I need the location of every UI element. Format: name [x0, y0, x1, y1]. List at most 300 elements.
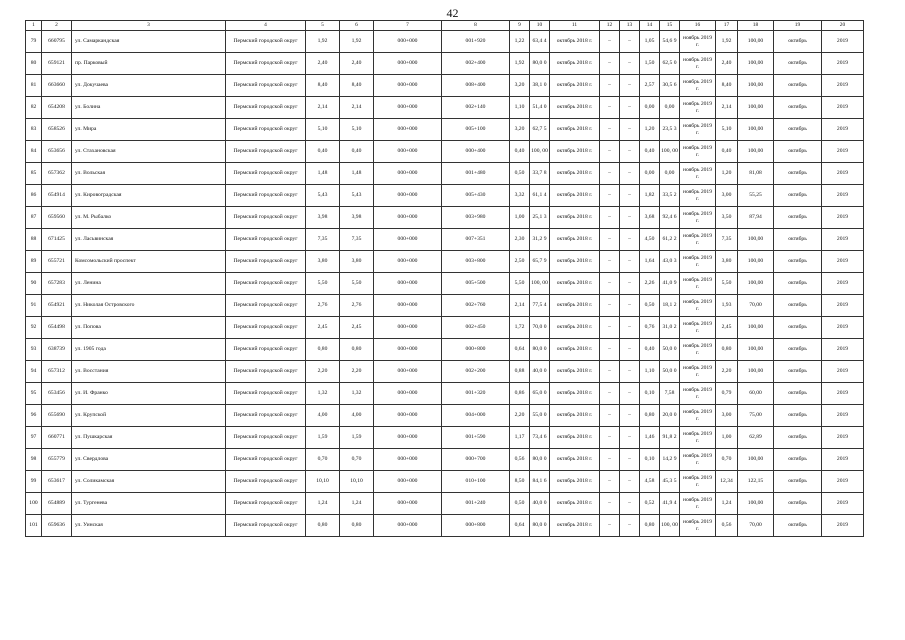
- column-number-header: 12: [600, 21, 620, 31]
- table-cell: 2019: [822, 515, 864, 537]
- table-cell: 82: [26, 97, 42, 119]
- column-number-header: 10: [530, 21, 550, 31]
- table-cell: –: [620, 471, 640, 493]
- table-cell: Пермский городской округ: [226, 163, 306, 185]
- table-cell: ноябрь 2019 г.: [680, 119, 716, 141]
- table-cell: 008+400: [442, 75, 510, 97]
- table-cell: 0,50: [510, 493, 530, 515]
- table-cell: 65,0 0: [530, 383, 550, 405]
- column-number-header: 8: [442, 21, 510, 31]
- table-cell: октябрь: [774, 295, 822, 317]
- table-cell: 2,45: [340, 317, 374, 339]
- table-cell: 2019: [822, 185, 864, 207]
- table-cell: 92,4 6: [660, 207, 680, 229]
- table-cell: 3,80: [340, 251, 374, 273]
- table-cell: 001+590: [442, 427, 510, 449]
- table-cell: 0,00: [640, 163, 660, 185]
- table-cell: 65,7 9: [530, 251, 550, 273]
- table-cell: ул. Тургенева: [72, 493, 226, 515]
- table-cell: ул. Болина: [72, 97, 226, 119]
- table-cell: 2,20: [340, 361, 374, 383]
- table-cell: Пермский городской округ: [226, 251, 306, 273]
- table-cell: 2019: [822, 75, 864, 97]
- table-cell: 1,92: [340, 31, 374, 53]
- table-cell: 87: [26, 207, 42, 229]
- table-cell: Пермский городской округ: [226, 229, 306, 251]
- table-cell: 14,2 9: [660, 449, 680, 471]
- table-cell: 31,0 2: [660, 317, 680, 339]
- table-cell: 100, 00: [530, 141, 550, 163]
- table-cell: 7,58: [660, 383, 680, 405]
- table-cell: 2019: [822, 229, 864, 251]
- table-cell: 2019: [822, 339, 864, 361]
- table-cell: 1,20: [640, 119, 660, 141]
- table-cell: 2,20: [716, 361, 738, 383]
- table-cell: 1,22: [510, 31, 530, 53]
- table-cell: ноябрь 2019 г.: [680, 339, 716, 361]
- table-cell: Пермский городской округ: [226, 53, 306, 75]
- table-cell: 40,0 0: [530, 493, 550, 515]
- table-cell: 007+351: [442, 229, 510, 251]
- table-cell: 0,40: [640, 141, 660, 163]
- table-cell: 000+000: [374, 251, 442, 273]
- table-cell: –: [620, 515, 640, 537]
- table-cell: 100, 00: [530, 273, 550, 295]
- table-cell: 003+980: [442, 207, 510, 229]
- table-cell: 5,50: [340, 273, 374, 295]
- table-cell: ноябрь 2019 г.: [680, 75, 716, 97]
- table-cell: –: [600, 273, 620, 295]
- column-number-header: 3: [72, 21, 226, 31]
- table-cell: 000+000: [374, 493, 442, 515]
- table-cell: 3,80: [716, 251, 738, 273]
- table-cell: октябрь: [774, 251, 822, 273]
- table-cell: 1,17: [510, 427, 530, 449]
- table-cell: октябрь: [774, 405, 822, 427]
- table-row: [26, 97, 864, 119]
- table-cell: –: [600, 493, 620, 515]
- table-cell: –: [600, 31, 620, 53]
- table-cell: ноябрь 2019 г.: [680, 427, 716, 449]
- table-cell: 2019: [822, 361, 864, 383]
- table-cell: октябрь: [774, 119, 822, 141]
- table-cell: 85: [26, 163, 42, 185]
- table-cell: 1,48: [306, 163, 340, 185]
- table-cell: 84: [26, 141, 42, 163]
- table-cell: 100: [26, 493, 42, 515]
- table-cell: 0,00: [640, 97, 660, 119]
- table-cell: 1,92: [510, 53, 530, 75]
- table-cell: 0,80: [340, 339, 374, 361]
- table-cell: 000+000: [374, 273, 442, 295]
- table-cell: –: [600, 207, 620, 229]
- table-cell: 660795: [42, 31, 72, 53]
- table-cell: –: [620, 53, 640, 75]
- table-cell: Пермский городской округ: [226, 141, 306, 163]
- table-cell: 2,14: [306, 97, 340, 119]
- table-cell: октябрь 2018 г.: [550, 75, 600, 97]
- column-number-header: 7: [374, 21, 442, 31]
- table-cell: ноябрь 2019 г.: [680, 383, 716, 405]
- table-row: [26, 427, 864, 449]
- table-cell: октябрь 2018 г.: [550, 119, 600, 141]
- table-cell: октябрь 2018 г.: [550, 295, 600, 317]
- table-cell: 2019: [822, 207, 864, 229]
- table-cell: 0,70: [340, 449, 374, 471]
- table-cell: –: [600, 251, 620, 273]
- table-cell: 23,5 3: [660, 119, 680, 141]
- table-cell: 50,0 0: [660, 339, 680, 361]
- column-number-header: 16: [680, 21, 716, 31]
- table-row: [26, 515, 864, 537]
- table-cell: октябрь 2018 г.: [550, 427, 600, 449]
- table-cell: 83: [26, 119, 42, 141]
- table-cell: 000+800: [442, 515, 510, 537]
- table-cell: 91,8 2: [660, 427, 680, 449]
- table-cell: 0,10: [640, 449, 660, 471]
- table-cell: 1,00: [716, 427, 738, 449]
- table-cell: ул. Соликамская: [72, 471, 226, 493]
- table-cell: ул. И. Франко: [72, 383, 226, 405]
- table-cell: ул. Свердлова: [72, 449, 226, 471]
- table-cell: 002+140: [442, 97, 510, 119]
- table-cell: 000+000: [374, 53, 442, 75]
- table-cell: 2019: [822, 405, 864, 427]
- column-number-header: 2: [42, 21, 72, 31]
- table-cell: –: [600, 471, 620, 493]
- table-cell: Пермский городской округ: [226, 449, 306, 471]
- table-cell: Пермский городской округ: [226, 75, 306, 97]
- table-cell: 000+000: [374, 141, 442, 163]
- table-cell: ноябрь 2019 г.: [680, 449, 716, 471]
- table-cell: Пермский городской округ: [226, 31, 306, 53]
- table-cell: ул. Пушкарская: [72, 427, 226, 449]
- table-cell: –: [620, 427, 640, 449]
- table-cell: октябрь: [774, 163, 822, 185]
- table-cell: 73,4 6: [530, 427, 550, 449]
- table-cell: октябрь: [774, 207, 822, 229]
- table-cell: октябрь: [774, 361, 822, 383]
- table-cell: 100,00: [738, 317, 774, 339]
- table-cell: 33,5 2: [660, 185, 680, 207]
- table-cell: 2019: [822, 251, 864, 273]
- table-cell: ул. Попова: [72, 317, 226, 339]
- table-cell: 70,00: [738, 295, 774, 317]
- table-cell: октябрь 2018 г.: [550, 449, 600, 471]
- table-cell: октябрь 2018 г.: [550, 317, 600, 339]
- table-cell: 2,14: [716, 97, 738, 119]
- table-cell: 2,45: [716, 317, 738, 339]
- table-cell: 658526: [42, 119, 72, 141]
- table-cell: 62,7 5: [530, 119, 550, 141]
- table-cell: ул. Ласьвинская: [72, 229, 226, 251]
- table-cell: Пермский городской округ: [226, 207, 306, 229]
- table-cell: 84,1 6: [530, 471, 550, 493]
- table-cell: 659121: [42, 53, 72, 75]
- table-cell: 2,40: [340, 53, 374, 75]
- table-cell: 80,0 0: [530, 53, 550, 75]
- table-cell: 0,76: [640, 317, 660, 339]
- table-cell: октябрь 2018 г.: [550, 361, 600, 383]
- table-cell: 4,50: [640, 229, 660, 251]
- table-cell: 2,40: [716, 53, 738, 75]
- table-cell: 4,00: [340, 405, 374, 427]
- table-row: [26, 229, 864, 251]
- table-cell: 80,0 0: [530, 515, 550, 537]
- table-cell: ноябрь 2019 г.: [680, 31, 716, 53]
- table-cell: 002+400: [442, 53, 510, 75]
- table-cell: –: [600, 383, 620, 405]
- table-cell: 60,00: [738, 383, 774, 405]
- table-cell: 61,1 4: [530, 185, 550, 207]
- table-row: [26, 449, 864, 471]
- table-cell: 653456: [42, 383, 72, 405]
- table-cell: 38,1 0: [530, 75, 550, 97]
- table-cell: 2019: [822, 273, 864, 295]
- table-cell: 0,50: [640, 295, 660, 317]
- table-cell: 5,10: [306, 119, 340, 141]
- table-cell: 000+000: [374, 449, 442, 471]
- table-row: [26, 405, 864, 427]
- table-cell: –: [620, 449, 640, 471]
- table-cell: 100,00: [738, 75, 774, 97]
- table-cell: 99: [26, 471, 42, 493]
- table-cell: 7,35: [340, 229, 374, 251]
- table-cell: ноябрь 2019 г.: [680, 515, 716, 537]
- table-cell: –: [620, 97, 640, 119]
- column-number-header: 19: [774, 21, 822, 31]
- table-cell: 12,34: [716, 471, 738, 493]
- table-cell: –: [620, 317, 640, 339]
- table-cell: 003+800: [442, 251, 510, 273]
- table-cell: 0,40: [306, 141, 340, 163]
- table-cell: ноябрь 2019 г.: [680, 185, 716, 207]
- table-cell: 8,50: [510, 471, 530, 493]
- table-cell: 80,0 0: [530, 339, 550, 361]
- table-cell: 5,10: [340, 119, 374, 141]
- table-cell: Пермский городской округ: [226, 317, 306, 339]
- table-cell: 655690: [42, 405, 72, 427]
- table-cell: ул. Мира: [72, 119, 226, 141]
- table-cell: октябрь 2018 г.: [550, 31, 600, 53]
- table-cell: 2019: [822, 317, 864, 339]
- table-row: [26, 53, 864, 75]
- table-cell: 2019: [822, 449, 864, 471]
- table-cell: 655721: [42, 251, 72, 273]
- table-cell: 2019: [822, 471, 864, 493]
- table-cell: 1,93: [716, 295, 738, 317]
- table-cell: ноябрь 2019 г.: [680, 229, 716, 251]
- table-cell: 1,32: [306, 383, 340, 405]
- table-cell: Пермский городской округ: [226, 493, 306, 515]
- table-cell: октябрь 2018 г.: [550, 53, 600, 75]
- table-cell: октябрь: [774, 383, 822, 405]
- table-cell: октябрь 2018 г.: [550, 251, 600, 273]
- table-cell: ноябрь 2019 г.: [680, 361, 716, 383]
- table-cell: 75,00: [738, 405, 774, 427]
- table-cell: 4,00: [306, 405, 340, 427]
- table-cell: 96: [26, 405, 42, 427]
- table-cell: 3,20: [510, 119, 530, 141]
- table-cell: 2019: [822, 383, 864, 405]
- table-cell: 000+000: [374, 185, 442, 207]
- table-cell: 2,20: [510, 405, 530, 427]
- table-cell: 000+000: [374, 163, 442, 185]
- page-number: 42: [446, 6, 459, 20]
- table-cell: 80: [26, 53, 42, 75]
- table-cell: –: [620, 229, 640, 251]
- table-cell: 1,24: [716, 493, 738, 515]
- table-cell: 000+700: [442, 449, 510, 471]
- table-cell: –: [600, 163, 620, 185]
- table-cell: 101: [26, 515, 42, 537]
- table-cell: ноябрь 2019 г.: [680, 405, 716, 427]
- table-cell: –: [600, 427, 620, 449]
- table-cell: 2,45: [306, 317, 340, 339]
- table-cell: октябрь 2018 г.: [550, 229, 600, 251]
- table-cell: 2019: [822, 97, 864, 119]
- table-cell: ул. Стахановская: [72, 141, 226, 163]
- table-cell: 653617: [42, 471, 72, 493]
- table-cell: 2019: [822, 427, 864, 449]
- column-number-header: 1: [26, 21, 42, 31]
- table-cell: 55,25: [738, 185, 774, 207]
- table-cell: 5,50: [716, 273, 738, 295]
- table-cell: Комсомольский проспект: [72, 251, 226, 273]
- column-number-header: 11: [550, 21, 600, 31]
- table-cell: 2019: [822, 53, 864, 75]
- table-cell: –: [600, 119, 620, 141]
- table-cell: 659636: [42, 515, 72, 537]
- table-cell: –: [600, 361, 620, 383]
- table-cell: октябрь: [774, 273, 822, 295]
- table-cell: 87,94: [738, 207, 774, 229]
- table-row: [26, 185, 864, 207]
- table-cell: Пермский городской округ: [226, 97, 306, 119]
- table-cell: 0,52: [640, 493, 660, 515]
- table-cell: 31,2 9: [530, 229, 550, 251]
- table-cell: ул. Крупской: [72, 405, 226, 427]
- table-cell: 0,64: [510, 339, 530, 361]
- table-cell: 005+100: [442, 119, 510, 141]
- table-cell: 63,4 4: [530, 31, 550, 53]
- table-cell: 000+800: [442, 339, 510, 361]
- road-register-table: [25, 20, 864, 537]
- table-cell: 000+000: [374, 427, 442, 449]
- table-cell: 0,86: [510, 383, 530, 405]
- table-cell: 93: [26, 339, 42, 361]
- table-row: [26, 141, 864, 163]
- table-cell: 001+320: [442, 383, 510, 405]
- table-cell: ул. Самаркандская: [72, 31, 226, 53]
- column-number-header-row: [26, 21, 864, 31]
- table-cell: 1,10: [640, 361, 660, 383]
- table-cell: 100,00: [738, 493, 774, 515]
- table-cell: октябрь: [774, 515, 822, 537]
- table-cell: октябрь: [774, 449, 822, 471]
- table-cell: 100,00: [738, 229, 774, 251]
- table-cell: 3,00: [716, 185, 738, 207]
- table-cell: –: [620, 273, 640, 295]
- table-cell: 2,76: [340, 295, 374, 317]
- table-cell: 000+000: [374, 31, 442, 53]
- table-row: [26, 31, 864, 53]
- table-cell: 62,89: [738, 427, 774, 449]
- table-cell: 5,10: [716, 119, 738, 141]
- table-cell: 79: [26, 31, 42, 53]
- table-cell: –: [600, 185, 620, 207]
- table-cell: 5,50: [306, 273, 340, 295]
- table-cell: октябрь: [774, 141, 822, 163]
- table-cell: Пермский городской округ: [226, 405, 306, 427]
- table-cell: 0,50: [510, 163, 530, 185]
- table-cell: 000+000: [374, 405, 442, 427]
- table-cell: 1,05: [640, 31, 660, 53]
- table-cell: октябрь: [774, 471, 822, 493]
- table-cell: 0,80: [640, 515, 660, 537]
- table-cell: 000+000: [374, 317, 442, 339]
- table-cell: 659560: [42, 207, 72, 229]
- table-cell: октябрь 2018 г.: [550, 97, 600, 119]
- table-cell: 10,10: [340, 471, 374, 493]
- table-cell: 100, 00: [660, 515, 680, 537]
- table-cell: 0,80: [716, 339, 738, 361]
- table-cell: 000+000: [374, 339, 442, 361]
- table-cell: октябрь 2018 г.: [550, 207, 600, 229]
- table-row: [26, 471, 864, 493]
- table-cell: –: [620, 31, 640, 53]
- table-cell: 100,00: [738, 141, 774, 163]
- table-cell: 3,32: [510, 185, 530, 207]
- table-cell: октябрь 2018 г.: [550, 471, 600, 493]
- table-cell: 1,92: [306, 31, 340, 53]
- table-cell: 0,88: [510, 361, 530, 383]
- table-cell: 5,50: [510, 273, 530, 295]
- table-cell: 1,48: [340, 163, 374, 185]
- table-cell: –: [600, 515, 620, 537]
- table-cell: 3,98: [340, 207, 374, 229]
- table-row: [26, 119, 864, 141]
- table-cell: –: [600, 53, 620, 75]
- table-cell: 0,40: [340, 141, 374, 163]
- table-cell: пр. Парковый: [72, 53, 226, 75]
- table-cell: 653656: [42, 141, 72, 163]
- table-cell: –: [620, 383, 640, 405]
- table-cell: ноябрь 2019 г.: [680, 295, 716, 317]
- table-cell: 0,56: [510, 449, 530, 471]
- table-cell: 0,80: [640, 405, 660, 427]
- table-cell: 0,79: [716, 383, 738, 405]
- table-cell: 001+240: [442, 493, 510, 515]
- table-cell: октябрь: [774, 317, 822, 339]
- table-cell: ноябрь 2019 г.: [680, 141, 716, 163]
- table-cell: 88: [26, 229, 42, 251]
- table-cell: 80,0 0: [530, 449, 550, 471]
- table-cell: –: [620, 339, 640, 361]
- table-cell: 2019: [822, 119, 864, 141]
- table-cell: 1,64: [640, 251, 660, 273]
- table-row: [26, 163, 864, 185]
- table-cell: –: [620, 141, 640, 163]
- table-cell: 81,08: [738, 163, 774, 185]
- table-cell: 4,58: [640, 471, 660, 493]
- table-cell: 1,20: [716, 163, 738, 185]
- table-cell: 1,00: [510, 207, 530, 229]
- table-cell: 0,70: [716, 449, 738, 471]
- table-cell: –: [620, 405, 640, 427]
- table-cell: 2,14: [510, 295, 530, 317]
- table-cell: 0,00: [660, 97, 680, 119]
